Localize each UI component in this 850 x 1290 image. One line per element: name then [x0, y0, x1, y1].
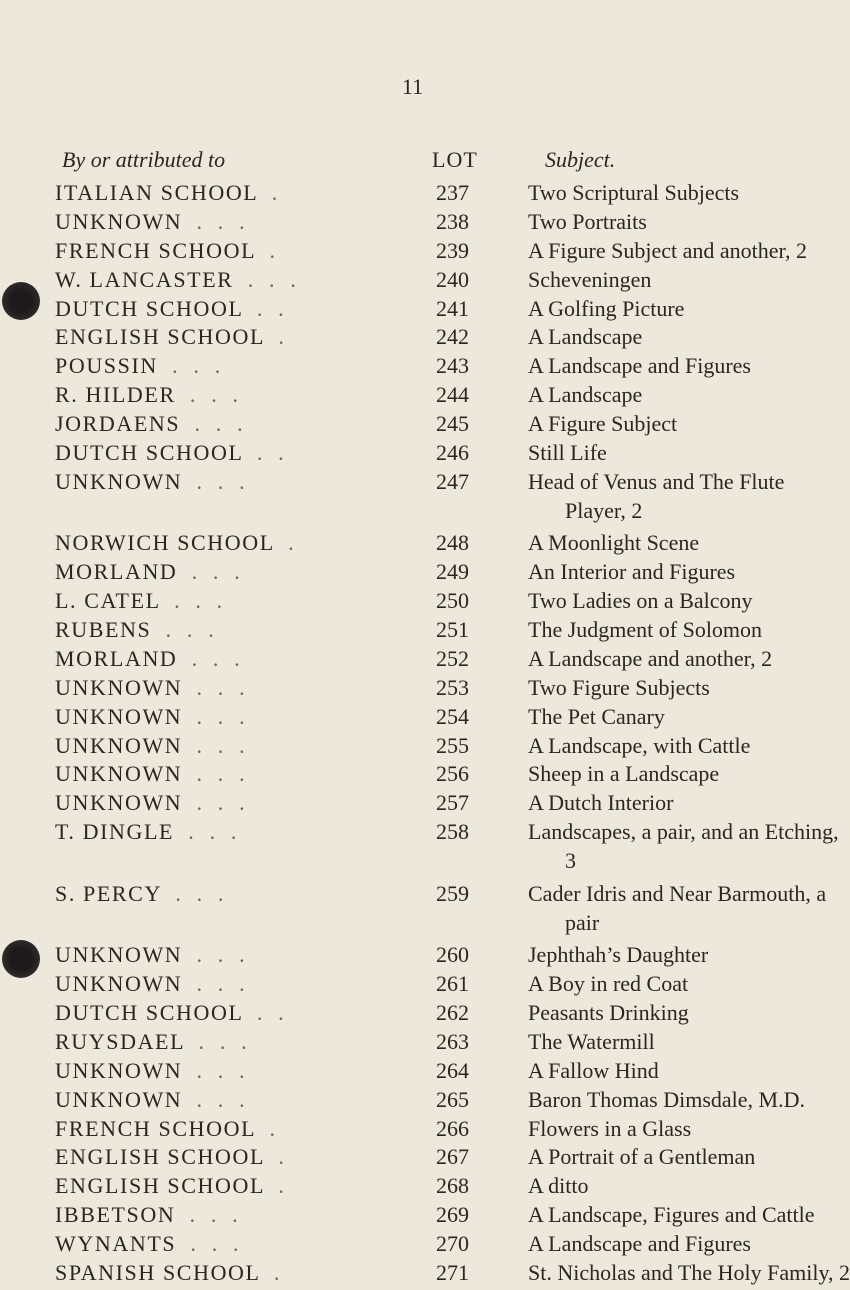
- leader-dots: .: [273, 530, 296, 556]
- leader-dots: . .: [242, 1000, 286, 1026]
- leader-dots: . .: [242, 439, 286, 465]
- subject-text: Landscapes, a pair, and an Etching,: [528, 819, 839, 845]
- artist-name: UNKNOWN . . .: [55, 761, 247, 787]
- subject-text: Still Life: [528, 439, 607, 465]
- lot-number: 242: [436, 324, 469, 350]
- lot-number: 247: [436, 468, 469, 494]
- lot-number: 237: [436, 180, 469, 205]
- lot-number: 266: [436, 1115, 469, 1141]
- artist-name: UNKNOWN . . .: [55, 703, 247, 729]
- lot-number: 271: [436, 1260, 469, 1285]
- artist-name: IBBETSON . . .: [55, 1202, 240, 1228]
- lot-number: 246: [436, 439, 469, 465]
- artist-name: RUBENS . . .: [55, 617, 216, 643]
- subject-text: Two Portraits: [528, 208, 647, 234]
- lot-number: 253: [436, 674, 469, 700]
- lot-number: 256: [436, 761, 469, 787]
- subject-text: A Landscape, Figures and Cattle: [528, 1202, 815, 1228]
- artist-name: POUSSIN . . .: [55, 353, 222, 379]
- artist-name: DUTCH SCHOOL . .: [55, 1000, 286, 1026]
- subject-text: Head of Venus and The Flute: [528, 468, 785, 494]
- punch-hole-top: [2, 282, 40, 320]
- subject-text: Cader Idris and Near Barmouth, a: [528, 880, 827, 906]
- leader-dots: . . .: [182, 790, 247, 816]
- subject-text: Peasants Drinking: [528, 1000, 689, 1026]
- lot-number: 261: [436, 971, 469, 997]
- subject-text: A Landscape: [528, 324, 643, 350]
- lot-number: 263: [436, 1028, 469, 1054]
- lot-number: 268: [436, 1173, 469, 1199]
- leader-dots: . . .: [184, 1028, 249, 1054]
- artist-name: T. DINGLE . . .: [55, 819, 238, 845]
- leader-dots: . . .: [182, 971, 247, 997]
- lot-number: 260: [436, 942, 469, 968]
- subject-text: Two Ladies on a Balcony: [528, 588, 753, 614]
- leader-dots: . . .: [182, 1057, 247, 1083]
- artist-name: R. HILDER . . .: [55, 382, 240, 408]
- header-subject: Subject.: [545, 147, 616, 172]
- leader-dots: . . .: [233, 266, 298, 292]
- leader-dots: .: [255, 237, 284, 263]
- artist-name: DUTCH SCHOOL . .: [55, 295, 286, 321]
- subject-text: The Pet Canary: [528, 703, 665, 729]
- leader-dots: .: [264, 1144, 286, 1170]
- artist-name: MORLAND . . .: [55, 645, 242, 671]
- subject-continuation: 3: [565, 848, 576, 874]
- subject-text: A ditto: [528, 1173, 589, 1199]
- leader-dots: . . .: [159, 588, 224, 614]
- lot-number: 241: [436, 295, 469, 321]
- subject-text: Baron Thomas Dimsdale, M.D.: [528, 1086, 806, 1112]
- subject-text: A Figure Subject: [528, 411, 678, 437]
- artist-name: NORWICH SCHOOL .: [55, 530, 296, 556]
- artist-name: MORLAND . . .: [55, 559, 242, 585]
- leader-dots: . . .: [161, 880, 226, 906]
- lot-number: 250: [436, 588, 469, 614]
- lot-number: 245: [436, 411, 469, 437]
- subject-text: An Interior and Figures: [528, 559, 736, 585]
- subject-text: Jephthah’s Daughter: [528, 942, 709, 968]
- leader-dots: . . .: [177, 645, 242, 671]
- lot-number: 249: [436, 559, 469, 585]
- leader-dots: .: [264, 1173, 286, 1199]
- subject-text: Two Scriptural Subjects: [528, 180, 740, 205]
- lot-number: 251: [436, 617, 469, 643]
- lot-number: 258: [436, 819, 469, 845]
- subject-text: A Boy in red Coat: [528, 971, 689, 997]
- subject-text: A Dutch Interior: [528, 790, 674, 816]
- subject-text: A Landscape, with Cattle: [528, 732, 751, 758]
- artist-name: UNKNOWN . . .: [55, 468, 247, 494]
- lot-number: 262: [436, 1000, 469, 1026]
- leader-dots: . . .: [182, 761, 247, 787]
- lot-number: 257: [436, 790, 469, 816]
- lot-number: 264: [436, 1057, 469, 1083]
- leader-dots: . . .: [151, 617, 216, 643]
- subject-text: A Figure Subject and another, 2: [528, 237, 807, 263]
- leader-dots: . . .: [182, 468, 247, 494]
- artist-name: W. LANCASTER . . .: [55, 266, 298, 292]
- subject-text: Flowers in a Glass: [528, 1115, 692, 1141]
- lot-number: 238: [436, 208, 469, 234]
- subject-text: A Golfing Picture: [528, 295, 685, 321]
- leader-dots: . . .: [182, 732, 247, 758]
- leader-dots: . . .: [174, 819, 238, 845]
- subject-continuation: Player, 2: [565, 497, 643, 523]
- lot-number: 244: [436, 382, 469, 408]
- page-number: 11: [402, 74, 424, 99]
- header-lot: LOT: [432, 147, 478, 172]
- leader-dots: . . .: [180, 411, 245, 437]
- leader-dots: . . .: [182, 1086, 247, 1112]
- artist-name: ENGLISH SCHOOL .: [55, 1144, 286, 1170]
- subject-text: Sheep in a Landscape: [528, 761, 720, 787]
- artist-name: ENGLISH SCHOOL .: [55, 324, 286, 350]
- artist-name: DUTCH SCHOOL . .: [55, 439, 286, 465]
- subject-text: A Landscape and Figures: [528, 353, 751, 379]
- leader-dots: . . .: [175, 382, 240, 408]
- lot-number: 269: [436, 1202, 469, 1228]
- leader-dots: . . .: [182, 208, 247, 234]
- subject-text: A Moonlight Scene: [528, 530, 700, 556]
- artist-name: UNKNOWN . . .: [55, 208, 247, 234]
- leader-dots: . . .: [175, 1202, 240, 1228]
- artist-name: UNKNOWN . . .: [55, 674, 247, 700]
- artist-name: UNKNOWN . . .: [55, 942, 247, 968]
- subject-text: A Portrait of a Gentleman: [528, 1144, 756, 1170]
- subject-text: A Landscape and Figures: [528, 1231, 751, 1257]
- artist-name: UNKNOWN . . .: [55, 1086, 247, 1112]
- subject-continuation: pair: [565, 909, 600, 935]
- artist-name: WYNANTS . . .: [55, 1231, 241, 1257]
- lot-number: 255: [436, 732, 469, 758]
- leader-dots: .: [255, 1115, 277, 1141]
- leader-dots: . . .: [182, 674, 247, 700]
- leader-dots: . . .: [176, 1231, 241, 1257]
- leader-dots: . .: [242, 295, 286, 321]
- subject-text: St. Nicholas and The Holy Family, 2: [528, 1260, 850, 1285]
- artist-name: SPANISH SCHOOL .: [55, 1260, 282, 1285]
- artist-name: ENGLISH SCHOOL .: [55, 1173, 286, 1199]
- lot-number: 243: [436, 353, 469, 379]
- subject-text: The Watermill: [528, 1028, 655, 1054]
- artist-name: RUYSDAEL . . .: [55, 1028, 249, 1054]
- subject-text: The Judgment of Solomon: [528, 617, 763, 643]
- subject-text: Scheveningen: [528, 266, 652, 292]
- punch-hole-bottom: [2, 940, 40, 978]
- artist-name: UNKNOWN . . .: [55, 971, 247, 997]
- lot-number: 254: [436, 703, 469, 729]
- leader-dots: . . .: [157, 353, 222, 379]
- leader-dots: .: [259, 1260, 282, 1285]
- artist-name: UNKNOWN . . .: [55, 732, 247, 758]
- subject-text: A Landscape: [528, 382, 643, 408]
- lot-number: 248: [436, 530, 469, 556]
- lot-number: 267: [436, 1144, 469, 1170]
- leader-dots: . . .: [182, 942, 247, 968]
- lot-number: 240: [436, 266, 469, 292]
- leader-dots: . . .: [182, 703, 247, 729]
- artist-name: JORDAENS . . .: [55, 411, 245, 437]
- lot-number: 239: [436, 237, 469, 263]
- artist-name: ITALIAN SCHOOL .: [55, 180, 286, 205]
- subject-text: A Landscape and another, 2: [528, 645, 773, 671]
- lot-number: 259: [436, 880, 469, 906]
- artist-name: UNKNOWN . . .: [55, 790, 247, 816]
- artist-name: S. PERCY . . .: [55, 880, 226, 906]
- leader-dots: . . .: [177, 559, 242, 585]
- artist-name: FRENCH SCHOOL .: [55, 1115, 277, 1141]
- leader-dots: .: [264, 324, 286, 350]
- subject-text: A Fallow Hind: [528, 1057, 659, 1083]
- lot-number: 252: [436, 645, 469, 671]
- leader-dots: .: [257, 180, 286, 205]
- artist-name: FRENCH SCHOOL .: [55, 237, 284, 263]
- artist-name: L. CATEL . . .: [55, 588, 224, 614]
- header-attributed: By or attributed to: [62, 147, 226, 172]
- artist-name: UNKNOWN . . .: [55, 1057, 247, 1083]
- lot-number: 270: [436, 1231, 469, 1257]
- subject-text: Two Figure Subjects: [528, 674, 710, 700]
- lot-number: 265: [436, 1086, 469, 1112]
